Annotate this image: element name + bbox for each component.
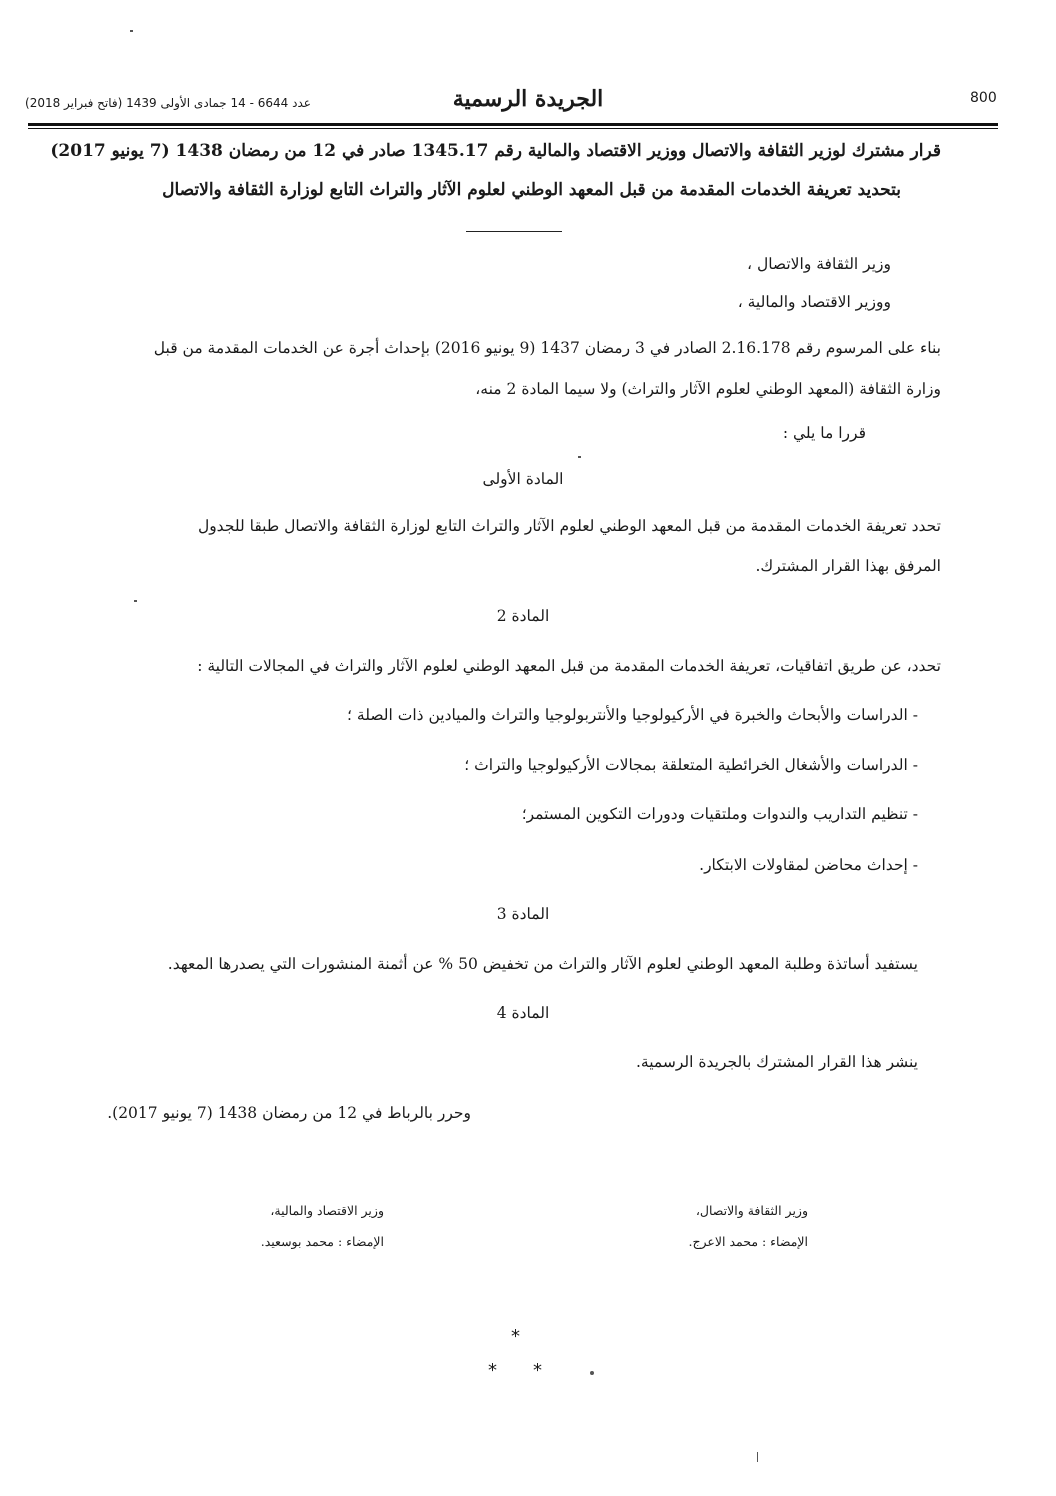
- scan-speck: [578, 456, 581, 458]
- decided-phrase: قررا ما يلي :: [782, 424, 866, 442]
- header-rule: [28, 123, 998, 126]
- preamble-basis-line1: بناء على المرسوم رقم 2.16.178 الصادر في 3 رمضان 1437 (9 يونيو 2016) بإحداث أجرة عن الخدمات المقدمة من قبل: [153, 339, 941, 357]
- article4-heading: المادة 4: [496, 1004, 550, 1022]
- scan-speck: [590, 1371, 594, 1375]
- signature-left-title: وزير الاقتصاد والمالية،: [270, 1203, 384, 1218]
- scan-speck: [134, 600, 137, 602]
- signature-left-name: الإمضاء : محمد بوسعيد.: [260, 1234, 384, 1249]
- page-number: 800: [970, 90, 997, 106]
- ornament-star: *: [533, 1360, 542, 1381]
- title-separator: [466, 231, 562, 232]
- article1-line1: تحدد تعريفة الخدمات المقدمة من قبل المعهد الوطني لعلوم الآثار والتراث التابع لوزارة الثقافة والاتصال طبقا للجدول: [197, 517, 941, 535]
- article2-item: - الدراسات والأشغال الخرائطية المتعلقة بمجالات الأركيولوجيا والتراث ؛: [464, 756, 918, 774]
- article2-item: - إحداث محاضن لمقاولات الابتكار.: [699, 856, 918, 874]
- article1-line2: المرفق بهذا القرار المشترك.: [755, 557, 941, 575]
- article2-item: - تنظيم التداريب والندوات وملتقيات ودورات التكوين المستمر؛: [521, 805, 918, 823]
- article2-heading: المادة 2: [496, 607, 550, 625]
- signature-right-title: وزير الثقافة والاتصال،: [695, 1203, 808, 1218]
- scan-speck: [757, 1452, 758, 1462]
- article2-intro: تحدد، عن طريق اتفاقيات، تعريفة الخدمات المقدمة من قبل المعهد الوطني لعلوم الآثار والتراث في المجالات التالية :: [197, 657, 941, 675]
- issue-info: عدد 6644 - 14 جمادى الأولى 1439 (فاتح فبراير 2018): [25, 96, 311, 110]
- signature-right-name: الإمضاء : محمد الاعرج.: [688, 1234, 808, 1249]
- article4-text: ينشر هذا القرار المشترك بالجريدة الرسمية.: [636, 1053, 918, 1071]
- ornament-star: *: [488, 1360, 497, 1381]
- decision-title-line1: قرار مشترك لوزير الثقافة والاتصال ووزير الاقتصاد والمالية رقم 1345.17 صادر في 12 من رمضان 1438 (7 يونيو 2017): [50, 141, 941, 161]
- header-rule-thin: [28, 128, 998, 129]
- ornament-star: *: [511, 1326, 520, 1347]
- article2-item: - الدراسات والأبحاث والخبرة في الأركيولوجيا والأنتربولوجيا والتراث والميادين ذات الصلة ؛: [347, 706, 918, 724]
- done-at-line: وحرر بالرباط في 12 من رمضان 1438 (7 يونيو 2017).: [107, 1104, 471, 1122]
- preamble-minister1: وزير الثقافة والاتصال ،: [747, 255, 891, 273]
- decision-title-line2: بتحديد تعريفة الخدمات المقدمة من قبل المعهد الوطني لعلوم الآثار والتراث التابع لوزارة الثقافة والاتصال: [162, 180, 901, 200]
- preamble-minister2: ووزير الاقتصاد والمالية ،: [737, 293, 891, 311]
- article3-heading: المادة 3: [496, 905, 550, 923]
- gazette-title: الجريدة الرسمية: [452, 86, 604, 112]
- article1-heading: المادة الأولى: [482, 470, 564, 488]
- scan-speck: [130, 30, 133, 32]
- preamble-basis-line2: وزارة الثقافة (المعهد الوطني لعلوم الآثار والتراث) ولا سيما المادة 2 منه،: [475, 380, 941, 398]
- article3-text: يستفيد أساتذة وطلبة المعهد الوطني لعلوم الآثار والتراث من تخفيض 50 % عن أثمنة المنشورات التي يصدرها المعهد.: [167, 955, 918, 973]
